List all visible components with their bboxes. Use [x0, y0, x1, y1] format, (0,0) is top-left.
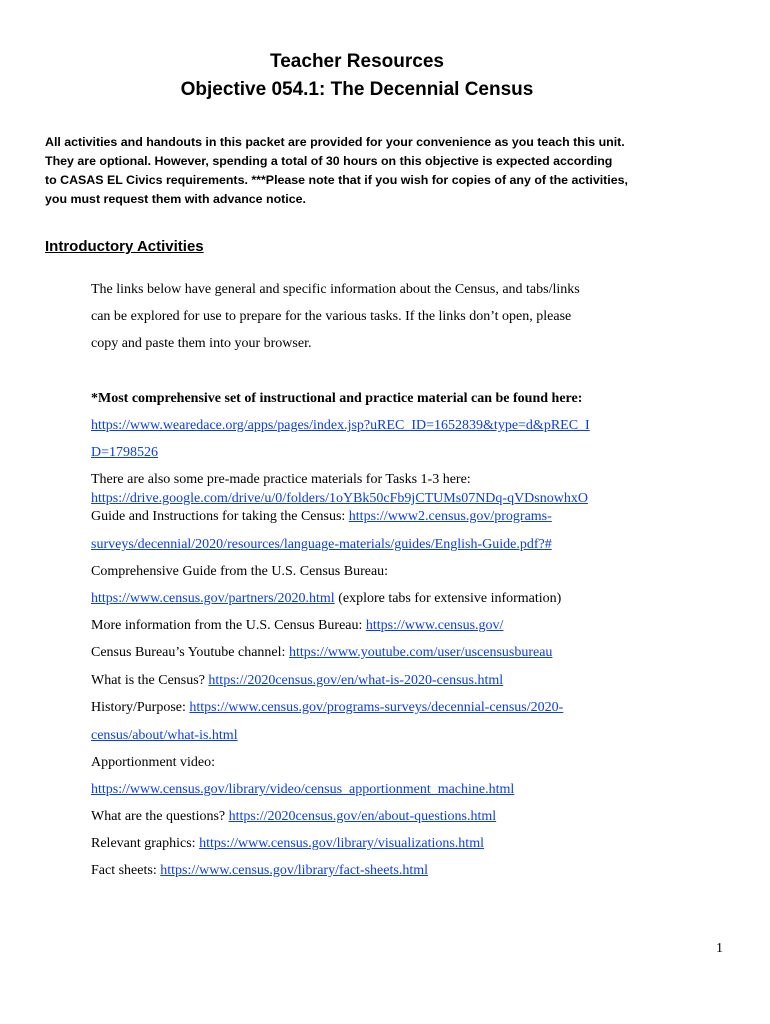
comp-guide-label: Comprehensive Guide from the U.S. Census Bureau: [91, 564, 389, 579]
history-label: History/Purpose: [91, 700, 190, 715]
apportionment-label: Apportionment video: [91, 755, 216, 770]
intro-line: to CASAS EL Civics requirements. ***Please note that if you wish for copies of any of the activities, [45, 173, 628, 187]
more-info-link[interactable]: https://www.census.gov/ [365, 618, 504, 633]
intro-paragraph [45, 133, 725, 209]
guide-link[interactable]: https://www2.census.gov/programs- [348, 509, 552, 524]
history-link-continued[interactable]: census/about/what-is.html [91, 728, 238, 743]
intro-line: They are optional. However, spending a total of 30 hours on this objective is expected according [45, 154, 613, 168]
guide-label: Guide and Instructions for taking the Census: [91, 509, 349, 524]
comprehensive-label: *Most comprehensive set of instructional and practice material can be found here: [91, 391, 583, 406]
factsheets-link[interactable]: https://www.census.gov/library/fact-sheets.html [160, 863, 428, 878]
section-heading: Introductory Activities [45, 238, 204, 255]
questions-link[interactable]: https://2020census.gov/en/about-questions.html [228, 809, 497, 824]
premade-link[interactable]: https://drive.google.com/drive/u/0/folders/1oYBk50cFb9jCTUMs07NDq-qVDsnowhxO [91, 491, 588, 506]
premade-label: There are also some pre-made practice materials for Tasks 1-3 here: [91, 472, 471, 487]
page-number: 1 [716, 941, 723, 956]
what-is-link[interactable]: https://2020census.gov/en/what-is-2020-census.html [208, 673, 504, 688]
intro-line: you must request them with advance notice. [45, 192, 306, 206]
partners-link[interactable]: https://www.census.gov/partners/2020.html [91, 591, 335, 606]
page-subtitle: Objective 054.1: The Decennial Census [180, 79, 534, 100]
lead-line: copy and paste them into your browser. [91, 336, 312, 351]
comprehensive-link-continued[interactable]: D=1798526 [91, 445, 159, 460]
comprehensive-link[interactable]: https://www.wearedace.org/apps/pages/index.jsp?uREC_ID=1652839&type=d&pREC_I [91, 418, 590, 433]
intro-line: All activities and handouts in this packet are provided for your convenience as you teach this unit. [45, 135, 625, 149]
page-title: Teacher Resources [270, 51, 444, 72]
partners-note: (explore tabs for extensive information) [334, 591, 562, 606]
graphics-label: Relevant graphics: [91, 836, 200, 851]
lead-line: The links below have general and specific information about the Census, and tabs/links [91, 282, 580, 297]
youtube-link[interactable]: https://www.youtube.com/user/uscensusbureau [288, 645, 553, 660]
history-link[interactable]: https://www.census.gov/programs-surveys/decennial-census/2020- [189, 700, 564, 715]
what-is-label: What is the Census? [91, 673, 209, 688]
questions-label: What are the questions? [91, 809, 229, 824]
factsheets-label: Fact sheets: [91, 863, 161, 878]
lead-line: can be explored for use to prepare for the various tasks. If the links don’t open, please [91, 309, 572, 324]
apportionment-link[interactable]: https://www.census.gov/library/video/census_apportionment_machine.html [91, 782, 515, 797]
youtube-label: Census Bureau’s Youtube channel: [91, 645, 289, 660]
graphics-link[interactable]: https://www.census.gov/library/visualizations.html [199, 836, 484, 851]
guide-link-continued[interactable]: surveys/decennial/2020/resources/language-materials/guides/English-Guide.pdf?# [91, 537, 552, 552]
more-info-label: More information from the U.S. Census Bureau: [91, 618, 366, 633]
